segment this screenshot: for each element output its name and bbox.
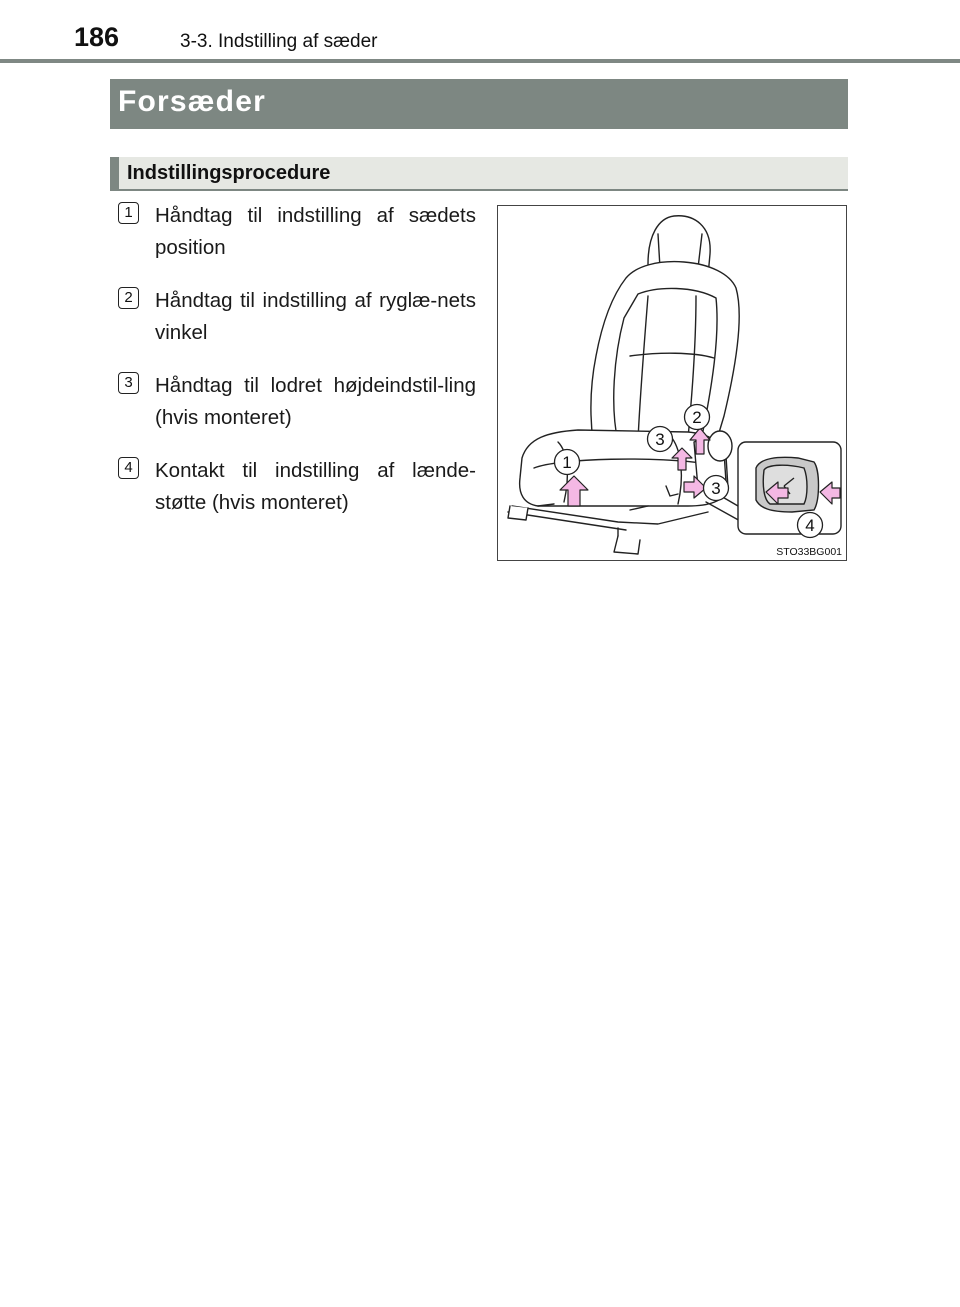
seat-illustration (498, 206, 846, 560)
callout-label: 1 (562, 453, 572, 472)
item-number-badge: 1 (118, 202, 139, 224)
procedure-list (118, 200, 476, 540)
subheading: Indstillingsprocedure (127, 162, 331, 184)
item-text: Håndtag til lodret højdeindstil-ling (hvis monteret) (155, 374, 476, 429)
callout-label: 4 (805, 516, 815, 535)
seat-figure (497, 205, 847, 561)
item-text: Håndtag til indstilling af sædets position (155, 204, 476, 259)
list-item (118, 370, 476, 434)
list-item (118, 455, 476, 519)
item-number-badge: 2 (118, 287, 139, 309)
list-item (118, 285, 476, 349)
item-text: Håndtag til indstilling af ryglæ-nets vinkel (155, 289, 476, 344)
item-text: Kontakt til indstilling af lænde-støtte (hvis monteret) (155, 459, 476, 514)
item-number-badge: 3 (118, 372, 139, 394)
figure-code: STO33BG001 (776, 546, 842, 558)
callout-label: 3 (711, 479, 721, 498)
title-bar (110, 79, 848, 129)
list-item (118, 200, 476, 264)
subheading-accent (110, 157, 119, 189)
callout-label: 3 (655, 430, 665, 449)
item-number-badge: 4 (118, 457, 139, 479)
callout-label: 2 (692, 408, 702, 427)
header-rule (0, 59, 960, 63)
seat-drawing (508, 216, 742, 554)
subheading-bar (110, 157, 848, 191)
page-number: 186 (74, 22, 120, 52)
running-head: 3-3. Indstilling af sæder (180, 31, 378, 52)
page-title: Forsæder (118, 85, 266, 118)
